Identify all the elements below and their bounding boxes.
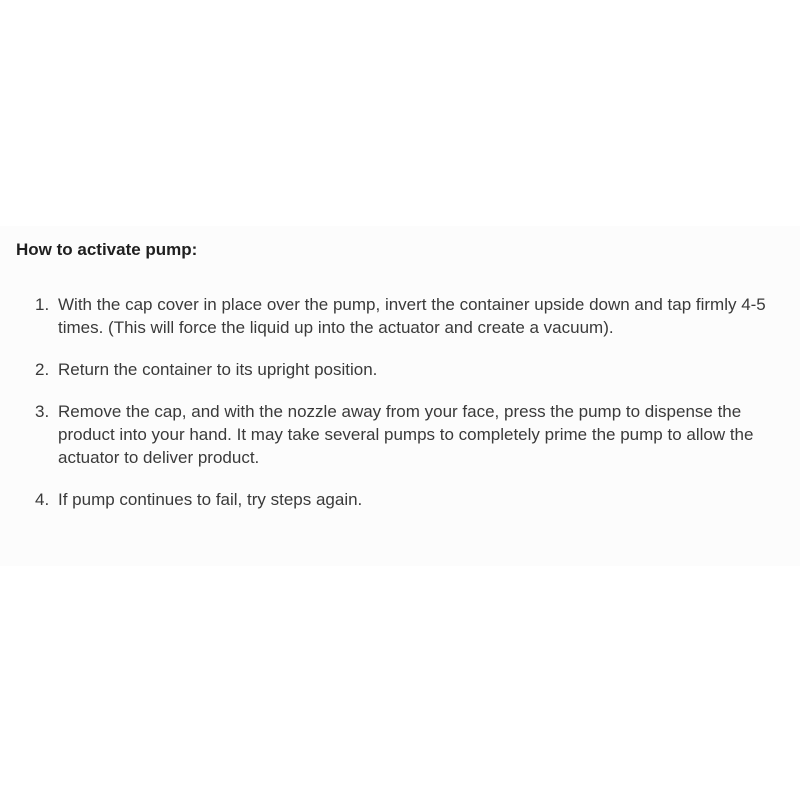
step-number: 4. bbox=[35, 490, 50, 509]
steps-list bbox=[35, 293, 775, 530]
step-item bbox=[35, 488, 775, 511]
step-text: With the cap cover in place over the pump, invert the container upside down and tap firmly 4-5 times. (This will force the liquid up into the actuator and create a vacuum). bbox=[58, 295, 766, 337]
step-item bbox=[35, 400, 775, 469]
instructions-heading: How to activate pump: bbox=[16, 240, 198, 259]
step-text: If pump continues to fail, try steps again. bbox=[58, 490, 363, 509]
step-number: 2. bbox=[35, 360, 50, 379]
step-item bbox=[35, 358, 775, 381]
step-item bbox=[35, 293, 775, 339]
step-number: 1. bbox=[35, 295, 50, 314]
step-text: Return the container to its upright position. bbox=[58, 360, 378, 379]
step-text: Remove the cap, and with the nozzle away from your face, press the pump to dispense the product into your hand. It may take several pumps to completely prime the pump to allow the actuator to deliver product. bbox=[58, 402, 754, 467]
step-number: 3. bbox=[35, 402, 50, 421]
